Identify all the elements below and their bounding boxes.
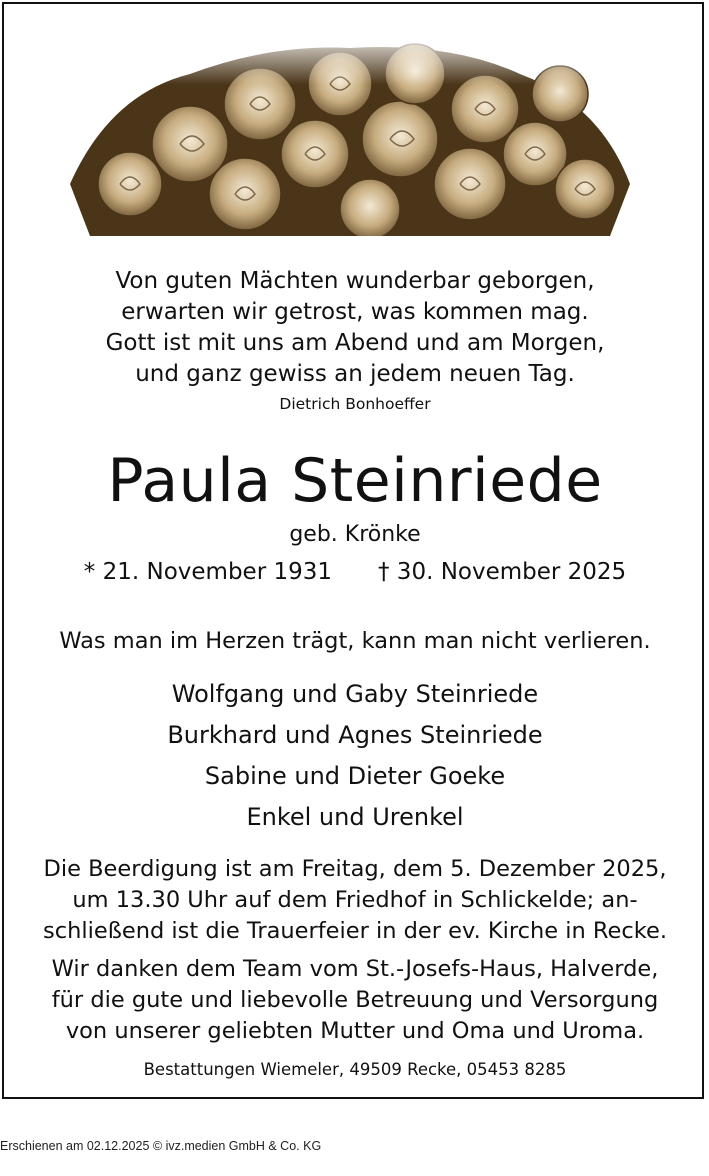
obituary-frame (2, 2, 704, 1099)
mourner: Enkel und Urenkel (246, 803, 464, 831)
thanks-line: von unserer geliebten Mutter und Oma und Uroma. (65, 1018, 645, 1044)
thanks-line: für die gute und liebevolle Betreuung und Versorgung (51, 987, 659, 1013)
mourners-list (4, 674, 706, 838)
mourner: Burkhard und Agnes Steinriede (167, 721, 543, 749)
motto: Was man im Herzen trägt, kann man nicht verlieren. (59, 628, 651, 654)
death-date: † 30. November 2025 (378, 559, 627, 585)
funeral-line: schließend ist die Trauerfeier in der ev. Kirche in Recke. (43, 918, 667, 944)
thanks-line: Wir danken dem Team vom St.-Josefs-Haus, Halverde, (51, 956, 659, 982)
undertaker-info: Bestattungen Wiemeler, 49509 Recke, 05453 8285 (143, 1060, 567, 1079)
poem-line: erwarten wir getrost, was kommen mag. (121, 299, 589, 325)
funeral-line: um 13.30 Uhr auf dem Friedhof in Schlickelde; an- (72, 887, 638, 913)
funeral-notice (4, 854, 706, 947)
life-dates (4, 559, 706, 585)
poem-line: Von guten Mächten wunderbar geborgen, (115, 268, 595, 294)
birth-name: geb. Krönke (289, 522, 421, 547)
mourner: Wolfgang und Gaby Steinriede (171, 680, 539, 708)
deceased-name: Paula Steinriede (107, 446, 603, 516)
roses-bouquet-icon (70, 34, 630, 236)
birth-date: * 21. November 1931 (83, 559, 332, 585)
thanks-notice (4, 954, 706, 1047)
publication-footer: Erschienen am 02.12.2025 © ivz.medien GmbH & Co. KG (0, 1139, 322, 1153)
poem-line: und ganz gewiss an jedem neuen Tag. (135, 361, 575, 387)
funeral-line: Die Beerdigung ist am Freitag, dem 5. Dezember 2025, (43, 856, 667, 882)
poem-author: Dietrich Bonhoeffer (279, 395, 431, 413)
poem-line: Gott ist mit uns am Abend und am Morgen, (105, 330, 605, 356)
poem (4, 266, 706, 390)
mourner: Sabine und Dieter Goeke (204, 762, 506, 790)
